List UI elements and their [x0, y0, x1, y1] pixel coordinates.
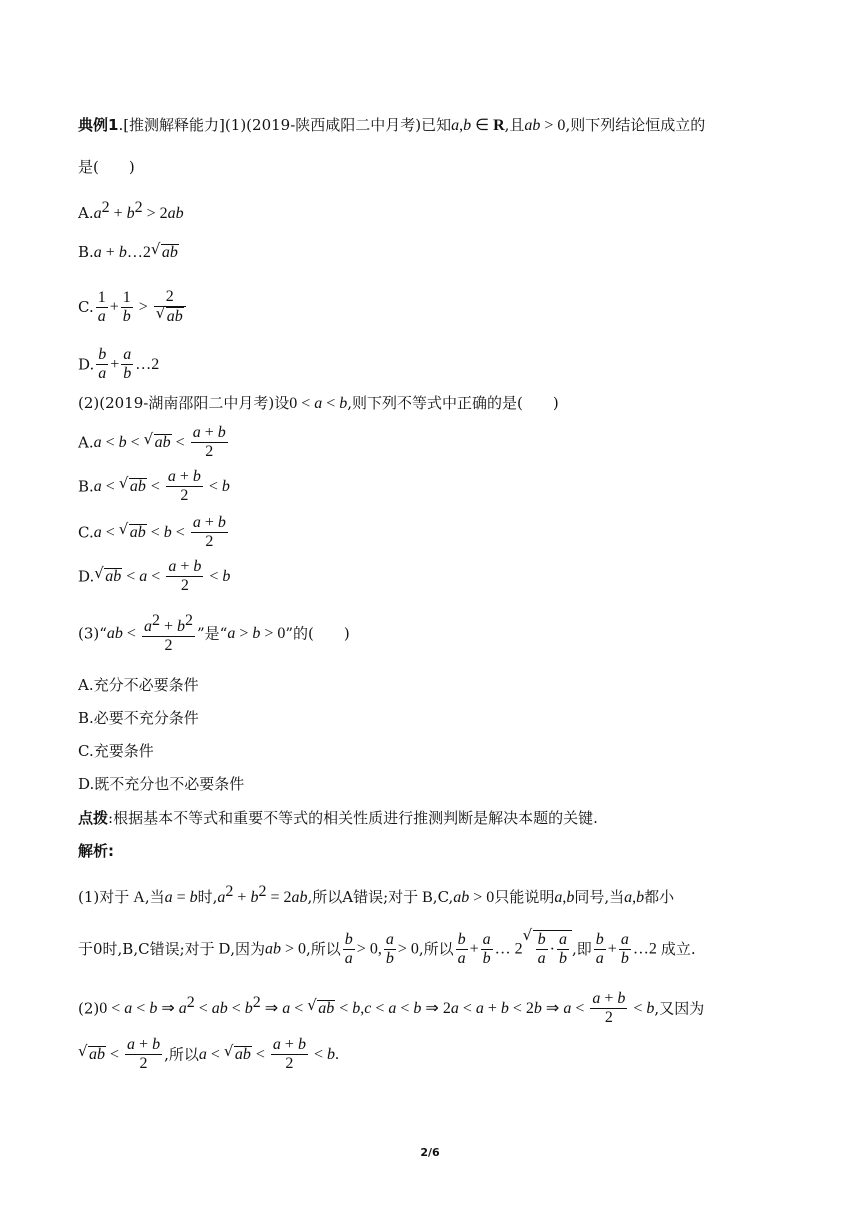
example-heading-line: 典例1.[推测解释能力](1)(2019-陕西咸阳二中月考)已知a,b ∈ R,且ab > 0,则下列结论恒成立的 [78, 116, 706, 134]
option-b-label: B. [78, 243, 94, 261]
analysis-p3: (2)0 < a < b ⇒ $a^2$ < ab < $b^2$ ⇒ a < √ ab < b,c < a < b ⇒ 2a < a + b < 2b ⇒ a < $\frac{a + b}{2}$ < b,又因为 [78, 990, 704, 1028]
option-d-label: D. [78, 355, 95, 374]
q1-text2: ,则下列结论恒成立的 [565, 116, 706, 134]
q1-option-d: D. $\frac{b}{a}$ + $\frac{a}{b}$ …2 [78, 346, 160, 383]
analysis-heading: 解析: [78, 842, 114, 860]
option-c-label: C. [78, 297, 94, 316]
q3-stem-a: (3)“ [78, 624, 107, 643]
option-c-label: C. [78, 523, 94, 542]
tip-text: :根据基本不等式和重要不等式的相关性质进行推测判断是解决本题的关键. [108, 809, 598, 827]
tip-label: 点拨 [78, 809, 109, 827]
q1-option-c: C. $\frac{1}{a}$ + $\frac{1}{b}$ > 2 √ ab [78, 288, 188, 327]
math-ab-in-R: a [451, 117, 460, 134]
analysis-p1: (1)对于 A,当a = b时$,a^2 + b^2 = 2ab$,所以A错误;对于 B,C,ab > 0只能说明a,b同号,当a,b都小 [78, 883, 675, 906]
q3-option-b: B.必要不充分条件 [78, 709, 199, 727]
page-number: 2/6 [420, 1146, 440, 1159]
q3-stem-c: ”的( ) [285, 624, 350, 643]
q2-question: ,则下列不等式中正确的是( ) [347, 394, 559, 412]
q3-option-a: A.充分不必要条件 [78, 676, 199, 694]
option-a-label: A. [78, 204, 94, 222]
tip-line [78, 811, 598, 826]
q1-stem-tail [78, 160, 135, 175]
analysis-p2: 于0时,B,C错误;对于 D,因为ab > 0,所以 $\frac{b}{a}$ > 0, $\frac{a}{b}$ > 0,所以 $\frac{b}{a}$ + $\frac{a}{b}$ … 2 √ $\frac{b}{a}$ · $\frac{a}{b}$ ,即 $\frac{b}{a}$ + $\frac{a}{b}$ …2 成立. [78, 930, 696, 969]
option-b-label: B. [78, 477, 94, 496]
option-a-label: A. [78, 433, 94, 452]
q2-source: (2)(2019-湖南邵阳二中月考)设 [78, 394, 290, 412]
example-tag: .[推测解释能力] [118, 116, 225, 134]
q3-option-c: C.充要条件 [78, 742, 154, 760]
q2-stem: (2)(2019-湖南邵阳二中月考)设0 < a < b,则下列不等式中正确的是( ) [78, 394, 559, 412]
q1-option-a: $A.a^2 + b^2 > 2ab$ [78, 199, 184, 222]
example-label: 典例1 [78, 116, 119, 134]
q2-option-b: B.a < √ ab < $\frac{a + b}{2}$ < b [78, 468, 230, 506]
q3-stem: (3)“ab < $\frac{a^2 + b^2}{2}$ ”是“a > b > 0”的( ) [78, 612, 350, 655]
q1-source: (1)(2019-陕西咸阳二中月考)已知 [224, 116, 452, 134]
option-d-label: D. [78, 567, 95, 586]
q3-option-d: D.既不充分也不必要条件 [78, 775, 245, 793]
analysis-p4: √ ab < $\frac{a + b}{2}$ ,所以a < √ ab < $\frac{a + b}{2}$ < b. [78, 1036, 339, 1074]
q1-option-b: B.a + b…2√ ab [78, 244, 179, 261]
q2-option-c: C.a < √ ab < b < $\frac{a + b}{2}$ [78, 514, 230, 552]
q2-option-d: D.√ ab < a < $\frac{a + b}{2}$ < b [78, 558, 230, 596]
analysis-label [78, 844, 114, 859]
q1-text1: ,且 [504, 116, 525, 134]
q2-option-a: A.a < b < √ ab < $\frac{a + b}{2}$ [78, 424, 230, 462]
q1-blank: 是( ) [78, 158, 135, 176]
q3-stem-b: ”是“ [196, 624, 228, 643]
